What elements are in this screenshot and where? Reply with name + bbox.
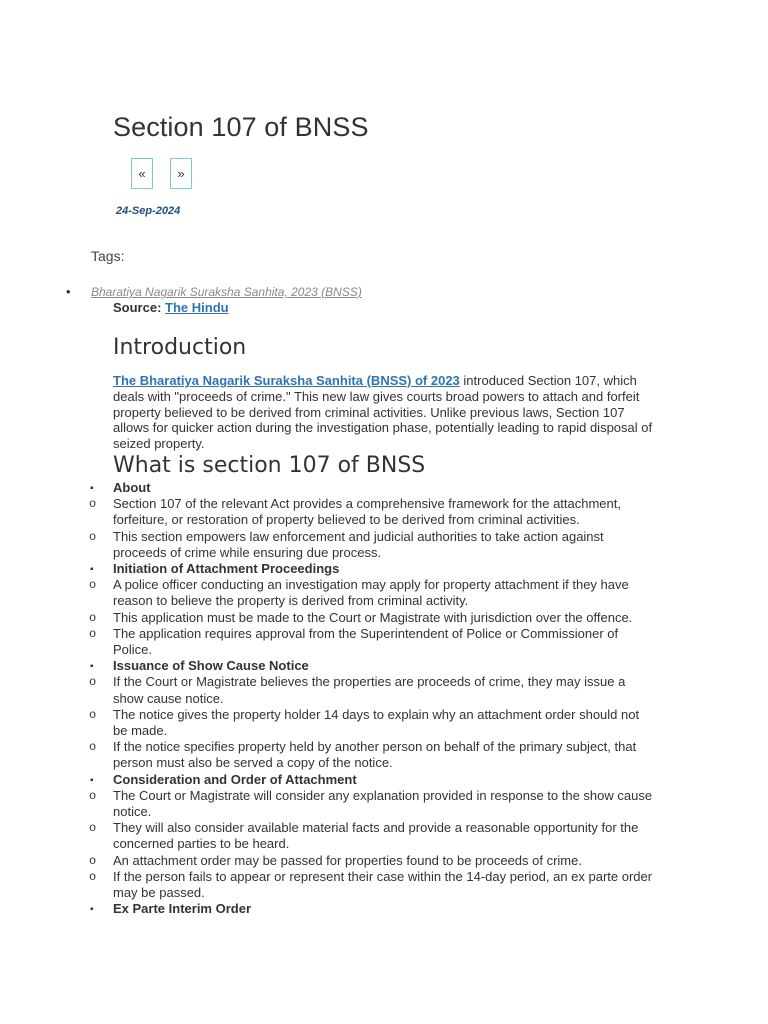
list-item-text: If the Court or Magistrate believes the properties are proceeds of crime, they may issue a show cause notice. bbox=[113, 674, 626, 706]
source-line bbox=[113, 300, 229, 315]
next-button[interactable]: » bbox=[170, 158, 192, 189]
list-item bbox=[0, 820, 653, 852]
list-item bbox=[0, 739, 653, 771]
list-item-text: The Court or Magistrate will consider any explanation provided in response to the show cause notice. bbox=[113, 787, 653, 820]
list-item bbox=[0, 626, 653, 658]
circle-bullet-icon: o bbox=[89, 529, 97, 544]
list-item bbox=[0, 788, 653, 820]
section-title: Initiation of Attachment Proceedings bbox=[113, 561, 340, 577]
list-item bbox=[0, 496, 653, 528]
circle-bullet-icon: o bbox=[89, 707, 97, 722]
tag-bullet-icon: • bbox=[66, 284, 71, 299]
section-item bbox=[0, 901, 653, 917]
list-item bbox=[0, 707, 653, 739]
section-item bbox=[0, 561, 653, 577]
section-item bbox=[0, 772, 653, 788]
list-item-text: A police officer conducting an investigation may apply for property attachment if they have reason to believe the property is derived from criminal activity. bbox=[113, 577, 629, 609]
section-item bbox=[0, 658, 653, 674]
circle-bullet-icon: o bbox=[89, 675, 97, 690]
list-item-text: Section 107 of the relevant Act provides a comprehensive framework for the attachment, forfeiture, or restoration of property believed to be derived from criminal activities. bbox=[113, 496, 621, 528]
list-item-text: This section empowers law enforcement and judicial authorities to take action against proceeds of crime while ensuring due process. bbox=[113, 528, 604, 560]
list-item-text: This application must be made to the Court or Magistrate with jurisdiction over the offence. bbox=[113, 609, 633, 625]
circle-bullet-icon: o bbox=[89, 821, 97, 836]
circle-bullet-icon: o bbox=[89, 788, 97, 803]
publish-date: 24-Sep-2024 bbox=[116, 205, 181, 217]
circle-bullet-icon: o bbox=[89, 626, 97, 641]
circle-bullet-icon: o bbox=[89, 869, 97, 884]
square-bullet-icon: ▪ bbox=[90, 564, 94, 576]
tag-link[interactable]: Bharatiya Nagarik Suraksha Sanhita, 2023 (BNSS) bbox=[91, 285, 362, 299]
what-is-section-heading: What is section 107 of BNSS bbox=[113, 453, 426, 478]
section-title: Consideration and Order of Attachment bbox=[113, 771, 357, 787]
circle-bullet-icon: o bbox=[89, 853, 97, 868]
list-item-text: The application requires approval from the Superintendent of Police or Commissioner of Police. bbox=[113, 625, 619, 658]
section-title: Issuance of Show Cause Notice bbox=[113, 658, 309, 674]
circle-bullet-icon: o bbox=[89, 497, 97, 512]
section-title: Ex Parte Interim Order bbox=[113, 901, 251, 917]
list-item-text: An attachment order may be passed for properties found to be proceeds of crime. bbox=[113, 852, 582, 868]
list-item bbox=[0, 577, 653, 609]
list-item bbox=[0, 529, 653, 561]
square-bullet-icon: ▪ bbox=[90, 661, 94, 673]
section-list bbox=[0, 480, 768, 917]
circle-bullet-icon: o bbox=[89, 740, 97, 755]
previous-button[interactable]: « bbox=[131, 158, 153, 189]
list-item-text: If the notice specifies property held by another person on behalf of the primary subject, that person must also be served a copy of the notice. bbox=[113, 739, 637, 771]
circle-bullet-icon: o bbox=[89, 610, 97, 625]
list-item-text: The notice gives the property holder 14 days to explain why an attachment order should not be made. bbox=[113, 706, 640, 739]
list-item-text: If the person fails to appear or represent their case within the 14-day period, an ex parte order may be passed. bbox=[113, 868, 653, 901]
list-item bbox=[0, 610, 653, 626]
introduction-text: introduced Section 107, which deals with "proceeds of crime." This new law gives courts broad powers to attach and forfeit property believed to be derived from criminal activities. Unlike previous laws, Section 107 allows for quicker action during the investigation phase, potentially leading to rapid disposal of seized property. bbox=[113, 373, 653, 452]
source-label: Source: bbox=[113, 300, 162, 315]
section-title: About bbox=[113, 480, 151, 495]
list-item-text: They will also consider available material facts and provide a reasonable opportunity for the concerned parties to be heard. bbox=[113, 820, 639, 852]
circle-bullet-icon: o bbox=[89, 578, 97, 593]
list-item bbox=[0, 674, 653, 706]
square-bullet-icon: ▪ bbox=[90, 904, 94, 916]
square-bullet-icon: ▪ bbox=[90, 483, 94, 494]
square-bullet-icon: ▪ bbox=[90, 774, 94, 786]
bnss-link[interactable]: The Bharatiya Nagarik Suraksha Sanhita (BNSS) of 2023 bbox=[113, 373, 460, 388]
section-item bbox=[0, 480, 653, 496]
page-title: Section 107 of BNSS bbox=[113, 112, 369, 142]
introduction-heading: Introduction bbox=[113, 335, 247, 360]
source-link[interactable]: The Hindu bbox=[165, 300, 229, 315]
introduction-paragraph bbox=[113, 373, 653, 452]
list-item bbox=[0, 869, 653, 901]
list-item bbox=[0, 853, 653, 869]
tags-label: Tags: bbox=[91, 248, 125, 264]
